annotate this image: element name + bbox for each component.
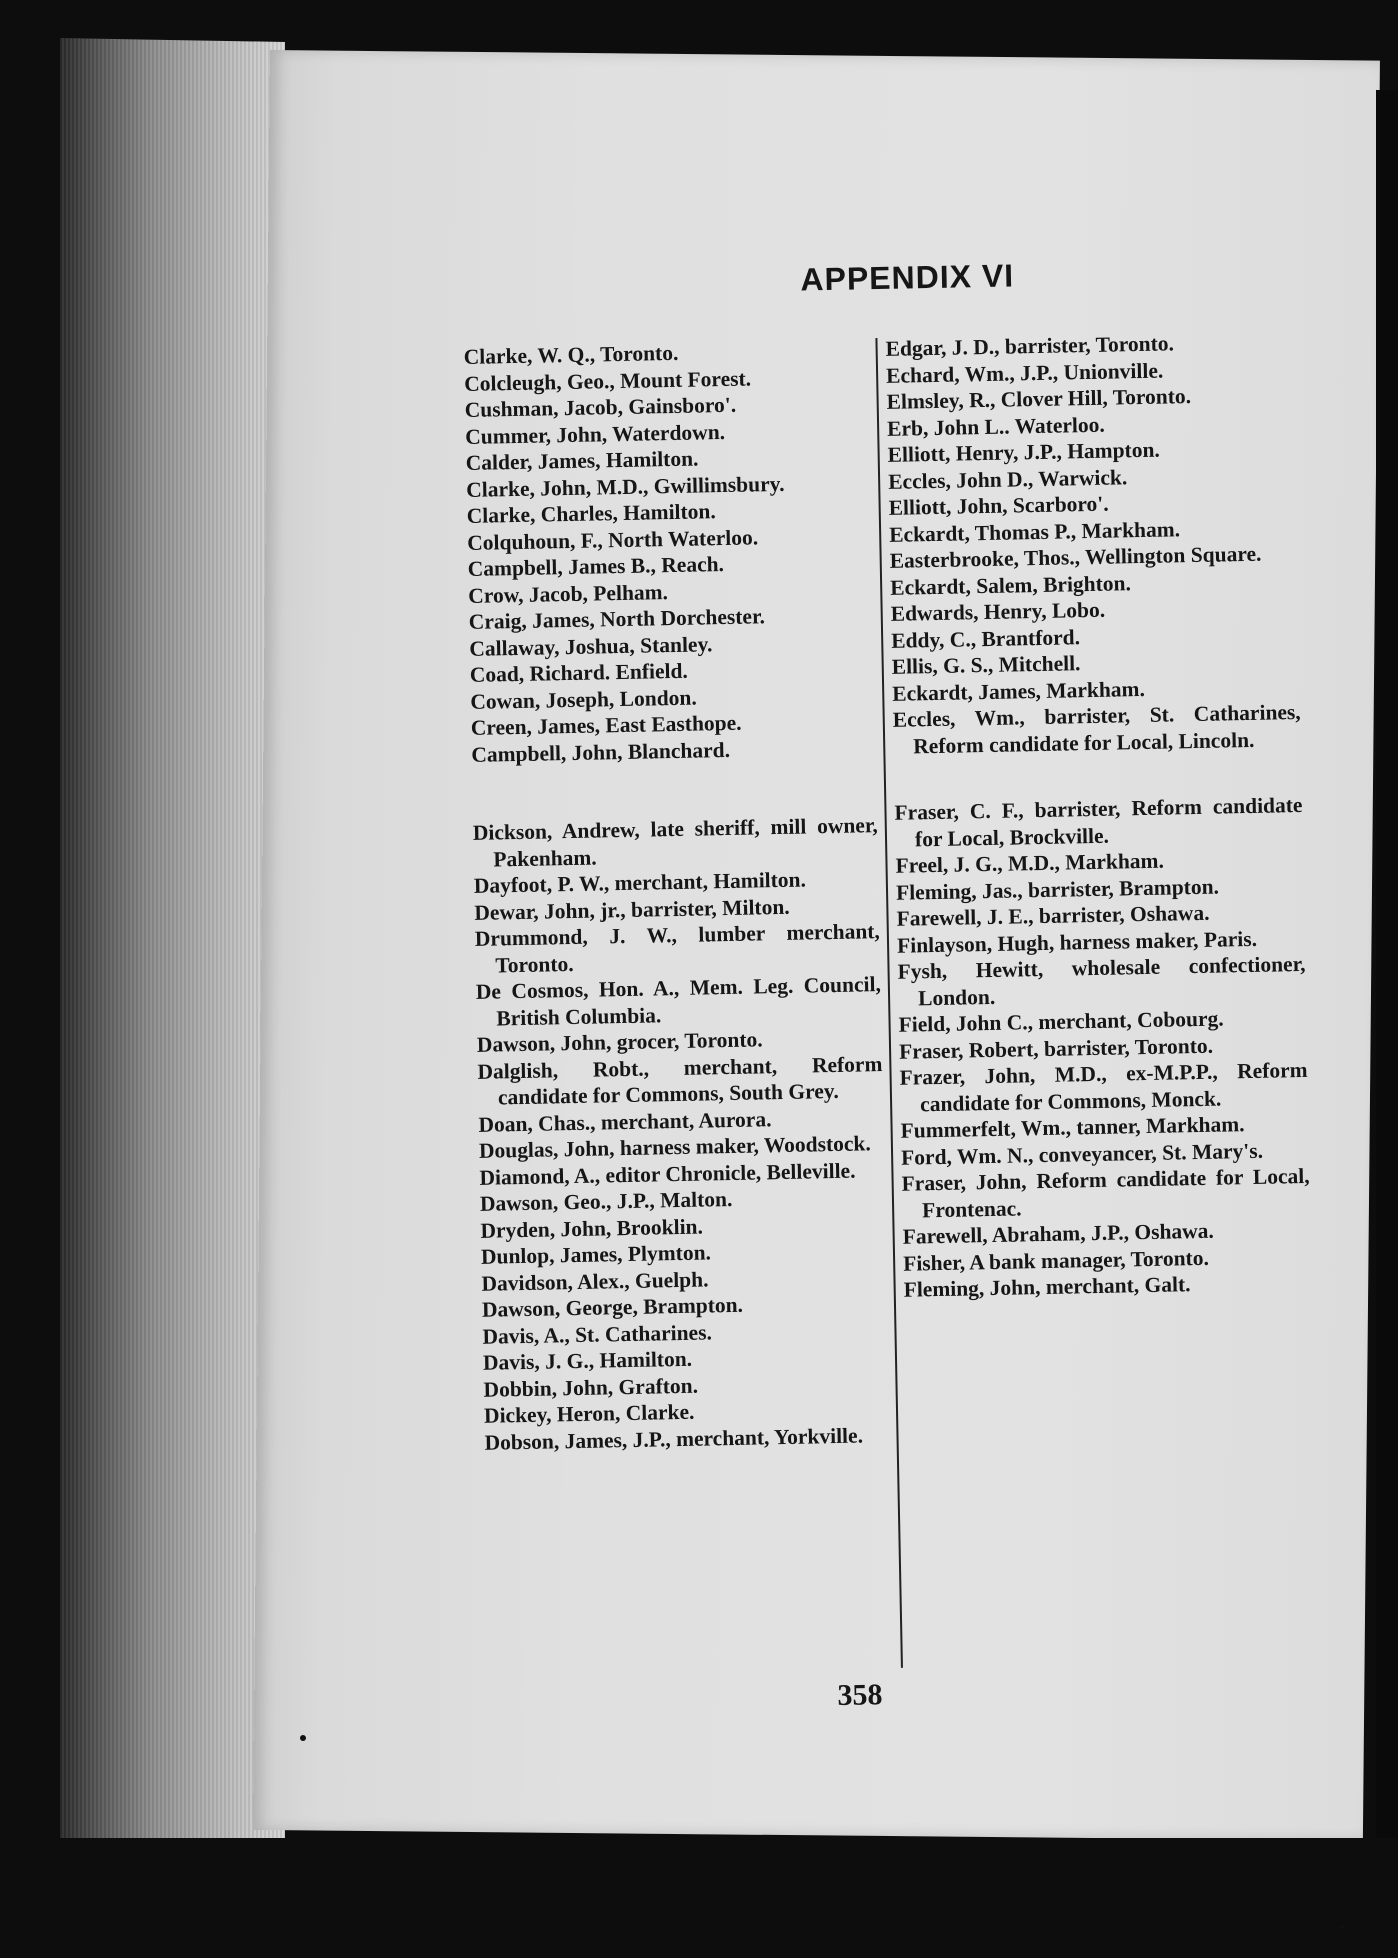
list-item: Easterbrooke, Thos., Wellington Square. xyxy=(889,541,1262,573)
list-item: Ellis, G. S., Mitchell. xyxy=(891,651,1081,679)
list-item: Callaway, Joshua, Stanley. xyxy=(469,631,713,661)
list-item: Craig, James, North Dorchester. xyxy=(468,604,766,634)
list-item: Dickey, Heron, Clarke. xyxy=(483,1399,695,1428)
list-item: Clarke, W. Q., Toronto. xyxy=(463,340,679,369)
list-item: De Cosmos, Hon. A., Mem. Leg. Council, British Columbia. xyxy=(475,972,882,1030)
page-number: 358 xyxy=(837,1678,883,1713)
list-item: Dawson, George, Brampton. xyxy=(481,1292,744,1322)
list-item: Clarke, John, M.D., Gwillimsbury. xyxy=(466,471,785,502)
list-item: Crow, Jacob, Pelham. xyxy=(468,579,669,608)
list-item: Frazer, John, M.D., ex-M.P.P., Reform candidate for Commons, Monck. xyxy=(899,1057,1308,1116)
list-item: Elliott, John, Scarboro'. xyxy=(888,491,1109,520)
list-item: Fraser, Robert, barrister, Toronto. xyxy=(898,1033,1214,1064)
list-item: Dobbin, John, Grafton. xyxy=(483,1373,699,1402)
list-item: Drummond, J. W., lumber merchant, Toronto. xyxy=(474,919,881,977)
list-item: Fraser, John, Reform candidate for Local, Frontenac. xyxy=(901,1163,1310,1222)
list-item: Dunlop, James, Plymton. xyxy=(480,1240,712,1269)
list-item: Field, John C., merchant, Cobourg. xyxy=(898,1006,1224,1037)
list-item: Eckardt, Salem, Brighton. xyxy=(889,570,1132,600)
list-item: Clarke, Charles, Hamilton. xyxy=(466,499,716,528)
list-item: Farewell, J. E., barrister, Oshawa. xyxy=(896,900,1210,931)
list-item: Fysh, Hewitt, wholesale confectioner, London. xyxy=(897,951,1306,1010)
list-item: Dewar, John, jr., barrister, Milton. xyxy=(474,894,790,925)
list-item: Elliott, Henry, J.P., Hampton. xyxy=(887,437,1161,467)
list-item: Dobson, James, J.P., merchant, Yorkville. xyxy=(484,1423,864,1455)
dust-speck xyxy=(300,1735,306,1741)
list-item: Farewell, Abraham, J.P., Oshawa. xyxy=(902,1218,1215,1249)
list-item: Fleming, Jas., barrister, Brampton. xyxy=(895,874,1220,905)
scan-background xyxy=(0,1838,1398,1958)
list-item: Eddy, C., Brantford. xyxy=(890,624,1081,653)
list-item: Eccles, John D., Warwick. xyxy=(887,464,1128,494)
list-item: Elmsley, R., Clover Hill, Toronto. xyxy=(886,384,1192,414)
list-item: Cowan, Joseph, London. xyxy=(470,685,697,714)
right-column xyxy=(885,328,1311,1303)
list-item: Erb, John L.. Waterloo. xyxy=(886,412,1105,441)
page-title: APPENDIX VI xyxy=(800,257,1015,298)
list-item: Edwards, Henry, Lobo. xyxy=(890,597,1106,626)
book-page-edges xyxy=(60,38,285,1842)
list-item: Dawson, Geo., J.P., Malton. xyxy=(479,1186,733,1216)
list-item: Dayfoot, P. W., merchant, Hamilton. xyxy=(473,867,807,898)
list-item: Creen, James, East Easthope. xyxy=(470,710,742,740)
list-item: Dryden, John, Brooklin. xyxy=(480,1214,704,1243)
list-item: Fraser, C. F., barrister, Reform candidate for Local, Brockville. xyxy=(894,792,1303,851)
list-item: Dickson, Andrew, late sheriff, mill owner, Pakenham. xyxy=(472,813,879,872)
list-item: Eccles, Wm., barrister, St. Catharines, Reform candidate for Local, Lincoln. xyxy=(892,699,1301,758)
left-column xyxy=(463,336,889,1456)
list-item: Colquhoun, F., North Waterloo. xyxy=(467,524,759,555)
list-item: Ford, Wm. N., conveyancer, St. Mary's. xyxy=(900,1138,1264,1170)
list-item: Calder, James, Hamilton. xyxy=(465,446,699,475)
list-item: Campbell, James B., Reach. xyxy=(467,552,725,581)
list-item: Cushman, Jacob, Gainsboro'. xyxy=(464,392,737,422)
list-item: Edgar, J. D., barrister, Toronto. xyxy=(885,331,1175,361)
list-item: Fleming, John, merchant, Galt. xyxy=(903,1272,1191,1302)
page-content xyxy=(462,252,1319,1713)
list-item: Finlayson, Hugh, harness maker, Paris. xyxy=(896,926,1258,958)
list-item: Eckardt, James, Markham. xyxy=(892,676,1146,706)
list-item: Eckardt, Thomas P., Markham. xyxy=(888,516,1181,547)
facing-page-gutter xyxy=(1376,90,1398,1870)
list-item: Freel, J. G., M.D., Markham. xyxy=(895,848,1165,878)
list-item: Doan, Chas., merchant, Aurora. xyxy=(478,1106,772,1137)
list-item: Davis, A., St. Catharines. xyxy=(482,1319,713,1349)
list-item: Dawson, John, grocer, Toronto. xyxy=(476,1027,763,1057)
list-item: Campbell, John, Blanchard. xyxy=(471,737,731,767)
list-item: Coad, Richard. Enfield. xyxy=(469,658,689,687)
list-item: Fisher, A bank manager, Toronto. xyxy=(902,1245,1210,1276)
dust-speck xyxy=(1340,1925,1344,1929)
list-item: Echard, Wm., J.P., Unionville. xyxy=(885,358,1164,388)
list-item: Colcleugh, Geo., Mount Forest. xyxy=(463,365,752,396)
list-item: Dalglish, Robt., merchant, Reform candidate for Commons, South Grey. xyxy=(477,1051,883,1110)
list-item: Cummer, John, Waterdown. xyxy=(465,419,726,449)
list-item: Davidson, Alex., Guelph. xyxy=(481,1266,709,1296)
list-item: Davis, J. G., Hamilton. xyxy=(482,1346,693,1375)
list-item: Douglas, John, harness maker, Woodstock. xyxy=(478,1131,871,1163)
list-item: Fummerfelt, Wm., tanner, Markham. xyxy=(900,1112,1245,1143)
list-item: Diamond, A., editor Chronicle, Belleville. xyxy=(479,1158,856,1190)
section-gap xyxy=(472,760,878,820)
